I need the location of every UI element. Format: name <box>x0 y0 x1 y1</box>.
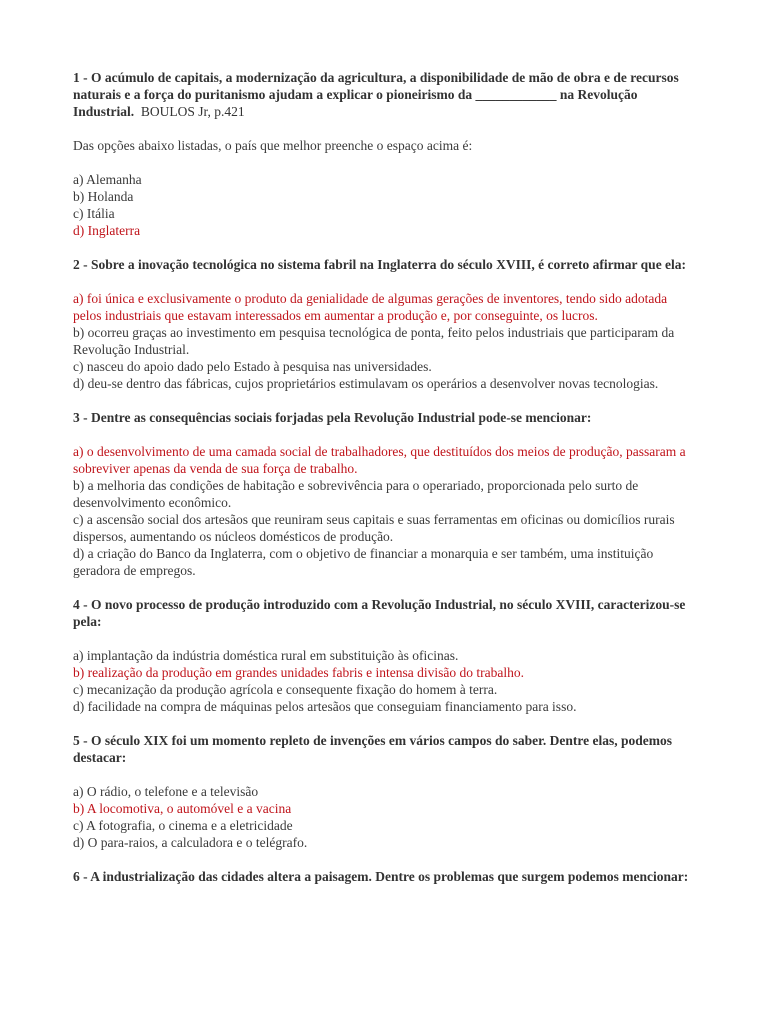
question-1-options <box>73 171 698 239</box>
option-b-correct: b) A locomotiva, o automóvel e a vacina <box>73 801 292 816</box>
question-3-options <box>73 443 698 579</box>
question-1-prompt: 1 - O acúmulo de capitais, a modernização da agricultura, a disponibilidade de mão de obra e de recursos naturais e a força do puritanismo ajudam a explicar o pioneirismo da ____________ na Revolução Industrial. BOULOS Jr, p.421 <box>73 70 679 119</box>
option-d: d) a criação do Banco da Inglaterra, com o objetivo de financiar a monarquia e ser também, uma instituição geradora de empregos. <box>73 546 654 578</box>
document-body <box>73 69 698 885</box>
question-4-prompt: 4 - O novo processo de produção introduzido com a Revolução Industrial, no século XVIII, caracterizou-se pela: <box>73 597 686 629</box>
question-4-options <box>73 647 698 715</box>
option-b: b) Holanda <box>73 189 134 204</box>
option-a: a) implantação da indústria doméstica rural em substituição às oficinas. <box>73 648 459 663</box>
option-a-correct: a) o desenvolvimento de uma camada social de trabalhadores, que destituídos dos meios de produção, passaram a sobreviver apenas da venda de sua força de trabalho. <box>73 444 686 476</box>
question-5-options <box>73 783 698 851</box>
option-b: b) ocorreu graças ao investimento em pesquisa tecnológica de ponta, feito pelos industriais que participaram da Revolução Industrial. <box>73 325 675 357</box>
question-5-prompt: 5 - O século XIX foi um momento repleto de invenções em vários campos do saber. Dentre elas, podemos destacar: <box>73 733 672 765</box>
option-d: d) O para-raios, a calculadora e o telégrafo. <box>73 835 308 850</box>
option-b: b) a melhoria das condições de habitação e sobrevivência para o operariado, proporcionada pelo surto de desenvolvimento econômico. <box>73 478 639 510</box>
question-2-prompt: 2 - Sobre a inovação tecnológica no sistema fabril na Inglaterra do século XVIII, é correto afirmar que ela: <box>73 257 687 272</box>
option-a: a) O rádio, o telefone e a televisão <box>73 784 259 799</box>
option-c: c) Itália <box>73 206 115 221</box>
option-c: c) A fotografia, o cinema e a eletricidade <box>73 818 293 833</box>
question-1-intro: Das opções abaixo listadas, o país que melhor preenche o espaço acima é: <box>73 138 473 153</box>
question-2-options <box>73 290 698 392</box>
option-a-correct: a) foi única e exclusivamente o produto da genialidade de algumas gerações de inventores, tendo sido adotada pelos industriais que estavam interessados em aumentar a produção e, por conseguinte, os lucros. <box>73 291 668 323</box>
option-a: a) Alemanha <box>73 172 142 187</box>
option-d-correct: d) Inglaterra <box>73 223 141 238</box>
option-c: c) nasceu do apoio dado pelo Estado à pesquisa nas universidades. <box>73 359 432 374</box>
question-3-prompt: 3 - Dentre as consequências sociais forjadas pela Revolução Industrial pode-se mencionar: <box>73 410 592 425</box>
question-6-prompt: 6 - A industrialização das cidades altera a paisagem. Dentre os problemas que surgem podemos mencionar: <box>73 869 689 884</box>
option-b-correct: b) realização da produção em grandes unidades fabris e intensa divisão do trabalho. <box>73 665 524 680</box>
option-d: d) deu-se dentro das fábricas, cujos proprietários estimulavam os operários a desenvolver novas tecnologias. <box>73 376 659 391</box>
option-c: c) mecanização da produção agrícola e consequente fixação do homem à terra. <box>73 682 498 697</box>
option-c: c) a ascensão social dos artesãos que reuniram seus capitais e suas ferramentas em oficinas ou domicílios rurais dispersos, aumentando os núcleos domésticos de produção. <box>73 512 675 544</box>
question-1-reference: BOULOS Jr, p.421 <box>140 104 245 119</box>
option-d: d) facilidade na compra de máquinas pelos artesãos que conseguiam financiamento para isso. <box>73 699 577 714</box>
